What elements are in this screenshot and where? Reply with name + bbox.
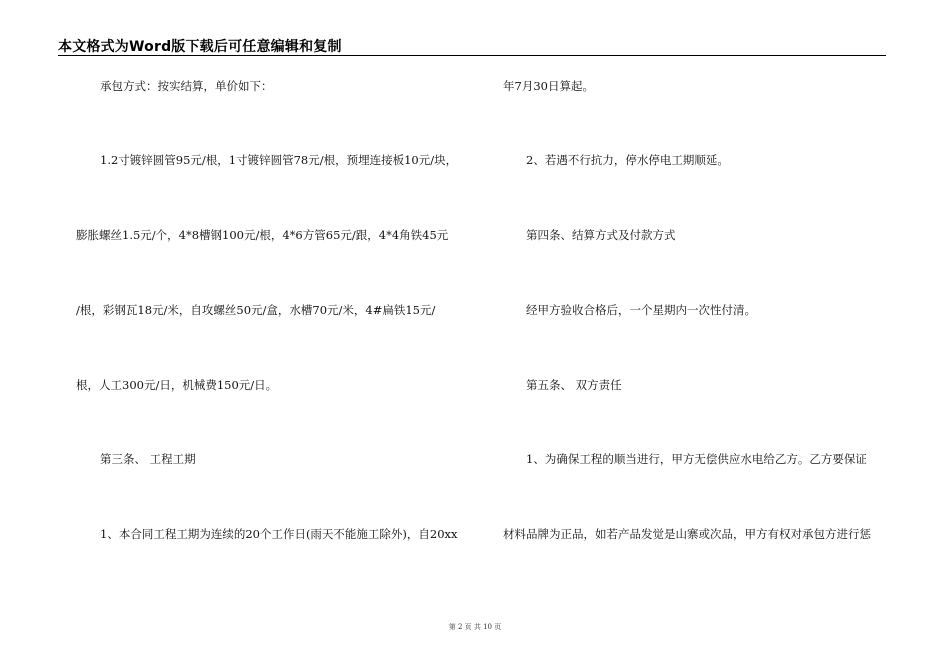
right-line-5: 第五条、 双方责任 <box>526 378 622 392</box>
right-line-7: 材料品牌为正品，如若产品发觉是山寨或次品，甲方有权对承包方进行惩 <box>503 527 871 541</box>
header-divider <box>58 55 886 56</box>
page-number-footer: 第 2 页 共 10 页 <box>448 623 502 631</box>
right-line-6: 1、为确保工程的顺当进行，甲方无偿供应水电给乙方。乙方要保证 <box>526 452 867 466</box>
document-header-title: 本文格式为Word版下载后可任意编辑和复制 <box>58 39 342 55</box>
left-line-7: 1、本合同工程工期为连续的20个工作日(雨天不能施工除外)，自20xx <box>100 527 458 541</box>
left-line-3: 膨胀螺丝1.5元/个，4*8槽钢100元/根，4*6方管65元/跟，4*4角铁45元 <box>76 228 449 242</box>
left-line-6: 第三条、 工程工期 <box>100 452 196 466</box>
left-line-2: 1.2寸镀锌圆管95元/根，1寸镀锌圆管78元/根，预埋连接板10元/块， <box>100 153 458 167</box>
right-line-4: 经甲方验收合格后，一个星期内一次性付清。 <box>526 303 756 317</box>
left-line-4: /根，彩钢瓦18元/米，自攻螺丝50元/盒，水槽70元/米，4#扁铁15元/ <box>76 303 436 317</box>
right-line-1: 年7月30日算起。 <box>503 79 594 93</box>
right-line-3: 第四条、结算方式及付款方式 <box>526 228 676 242</box>
right-line-2: 2、若遇不行抗力，停水停电工期顺延。 <box>526 153 729 167</box>
left-line-5: 根，人工300元/日，机械费150元/日。 <box>76 378 278 392</box>
left-line-1: 承包方式：按实结算，单价如下： <box>100 79 273 93</box>
